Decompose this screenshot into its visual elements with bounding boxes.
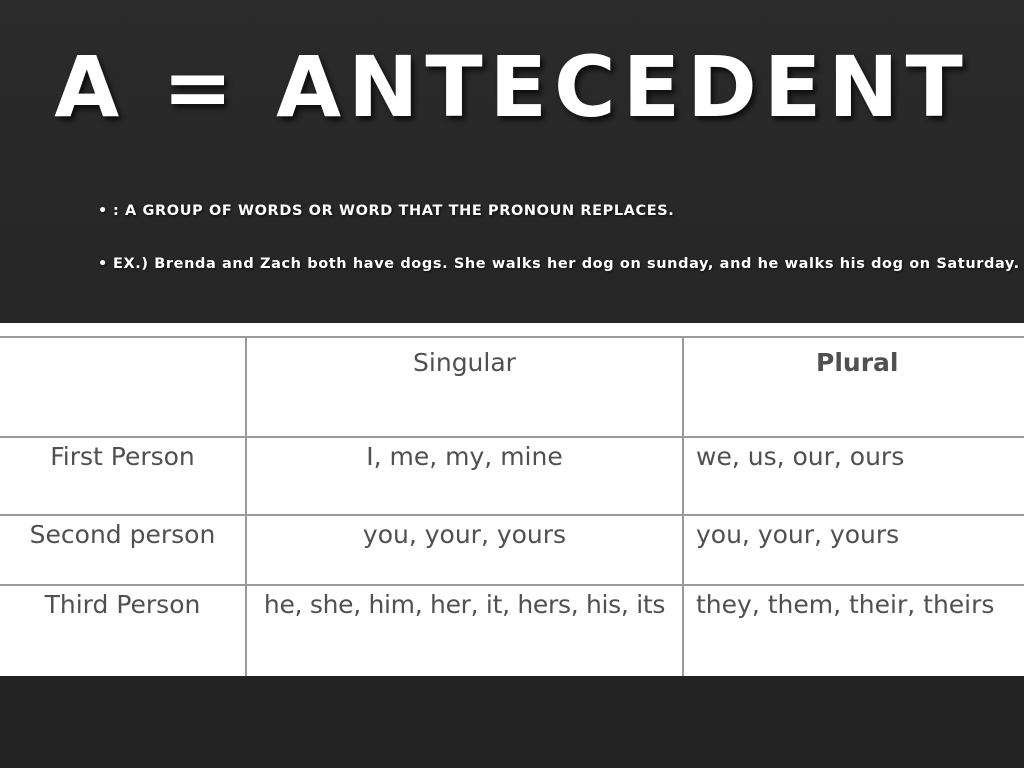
row-label-second-person: Second person xyxy=(0,515,246,585)
bullet-definition: • : A GROUP OF WORDS OR WORD THAT THE PRONOUN REPLACES. xyxy=(98,200,1008,222)
cell-first-singular: I, me, my, mine xyxy=(246,437,683,515)
slide-title: A = ANTECEDENT xyxy=(54,38,970,136)
cell-third-singular: he, she, him, her, it, hers, his, its xyxy=(246,585,683,676)
table-row xyxy=(0,437,1024,515)
table-header-corner xyxy=(0,337,246,437)
cell-second-singular: you, your, yours xyxy=(246,515,683,585)
bullet-list xyxy=(98,200,1020,275)
cell-third-plural: they, them, their, theirs xyxy=(683,585,1024,676)
table-row xyxy=(0,585,1024,676)
table-header-row xyxy=(0,337,1024,437)
table-header-singular: Singular xyxy=(246,337,683,437)
table-row xyxy=(0,515,1024,585)
row-label-first-person: First Person xyxy=(0,437,246,515)
row-label-third-person: Third Person xyxy=(0,585,246,676)
cell-second-plural: you, your, yours xyxy=(683,515,1024,585)
table-header-plural: Plural xyxy=(683,337,1024,437)
cell-first-plural: we, us, our, ours xyxy=(683,437,1024,515)
pronoun-table xyxy=(0,336,1024,676)
pronoun-table-image xyxy=(0,323,1024,676)
bullet-example: • EX.) Brenda and Zach both have dogs. She walks her dog on sunday, and he walks his dog on Saturday. xyxy=(98,253,1008,275)
